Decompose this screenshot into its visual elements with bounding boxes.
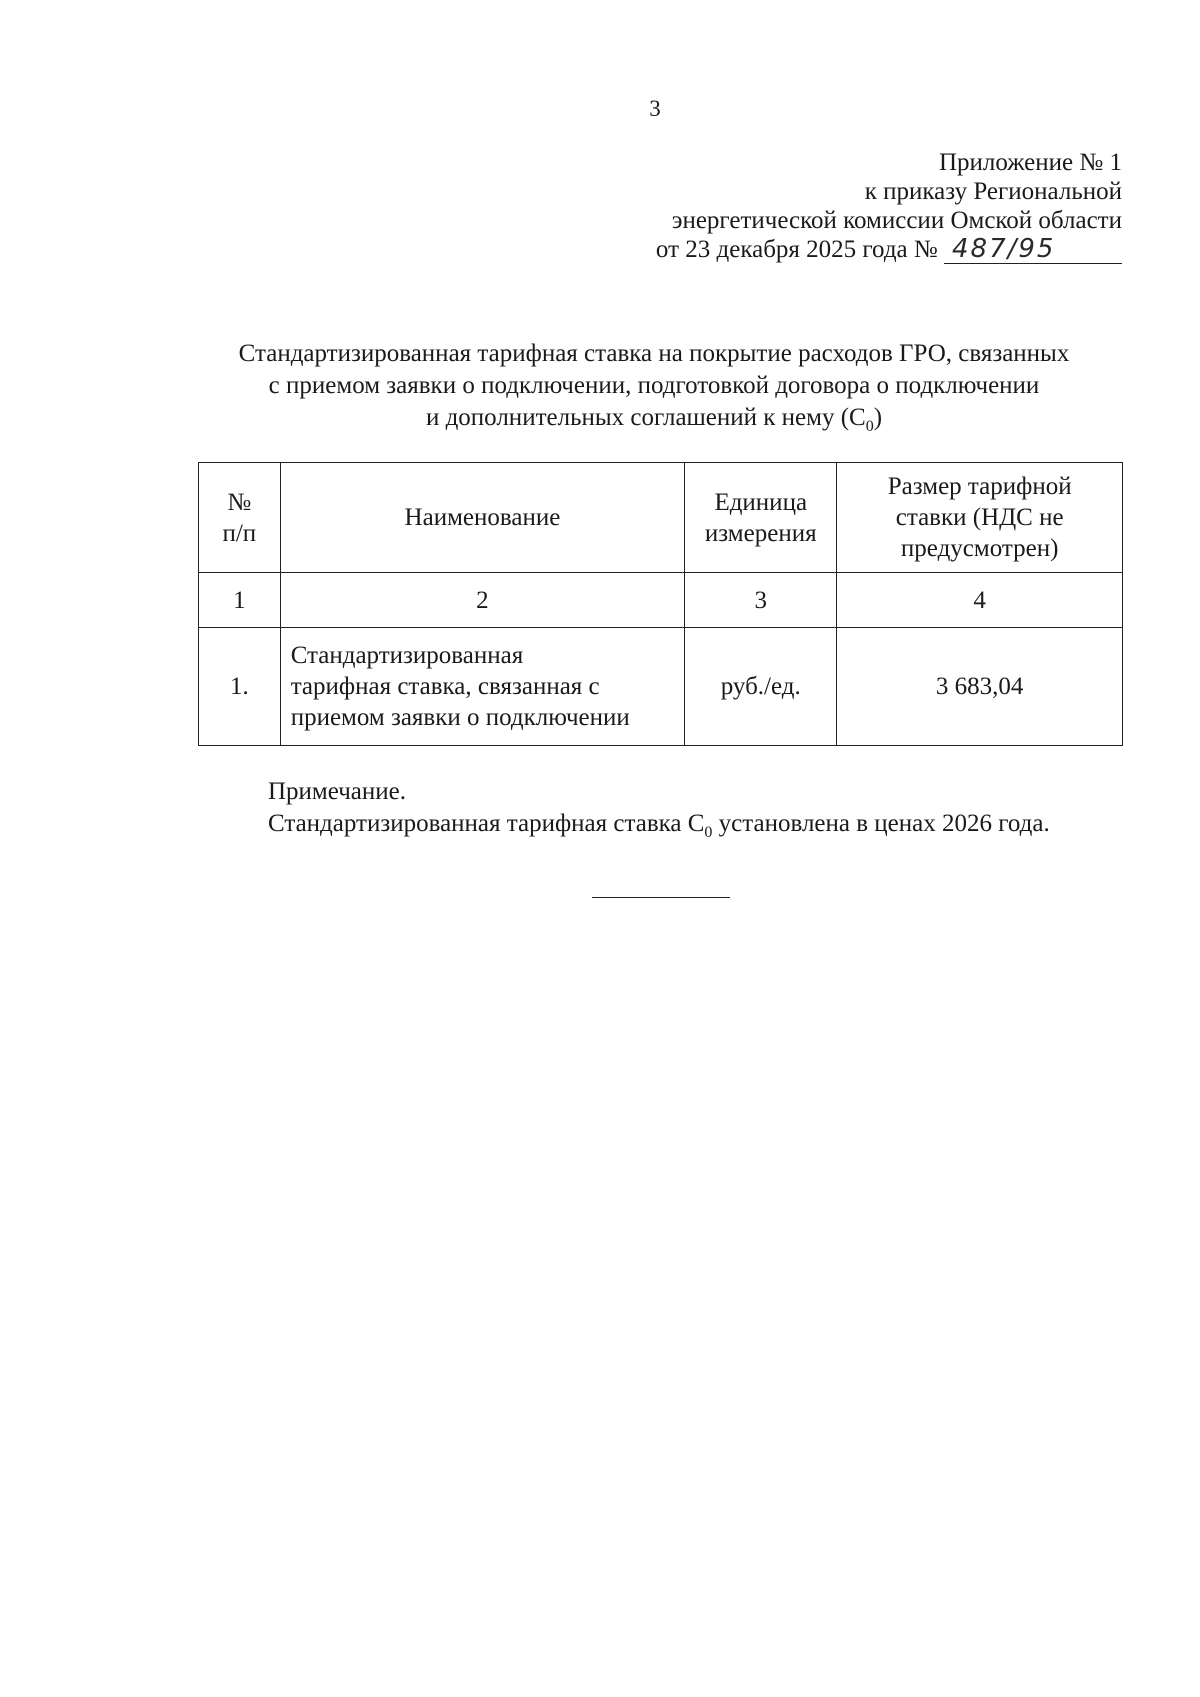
note-text — [268, 808, 1050, 849]
end-divider — [592, 897, 730, 898]
appendix-commission: энергетической комиссии Омской области — [671, 207, 1122, 234]
header-num-line2: п/п — [222, 519, 257, 547]
appendix-date-line — [656, 235, 1122, 264]
index-cell: 3 — [685, 573, 837, 628]
note-subscript: 0 — [704, 824, 713, 841]
header-rate — [837, 463, 1123, 573]
title-subscript: 0 — [865, 418, 874, 435]
table-header-row — [199, 463, 1123, 573]
row-name — [280, 628, 684, 746]
note — [268, 776, 1050, 849]
handwritten-order-number: 487/95 — [944, 236, 1122, 264]
header-rate-line2: ставки (НДС не — [895, 504, 1064, 531]
tariff-table — [198, 462, 1123, 746]
note-text-main: Стандартизированная тарифная ставка С — [268, 810, 705, 837]
title-line-2: с приемом заявки о подключении, подготовкой договора о подключении — [268, 372, 1040, 399]
row-num: 1. — [199, 628, 281, 746]
appendix-date: от 23 декабря 2025 года № — [655, 236, 938, 263]
table-row — [199, 628, 1123, 746]
table-index-row — [199, 573, 1123, 628]
header-unit — [685, 463, 837, 573]
index-cell: 1 — [199, 573, 281, 628]
header-rate-line3: предусмотрен) — [900, 535, 1059, 562]
note-text-end: установлена в ценах 2026 года. — [712, 810, 1050, 837]
title-line-3-close: ) — [873, 404, 883, 431]
header-unit-line2: измерения — [704, 519, 817, 547]
appendix-order-ref: к приказу Региональной — [864, 178, 1122, 205]
page-number: 3 — [649, 96, 661, 121]
header-num-line1: № — [227, 488, 252, 516]
title-line-3 — [150, 402, 1158, 443]
appendix-title: Приложение № 1 — [938, 149, 1122, 176]
note-label: Примечание. — [268, 778, 407, 805]
header-num — [199, 463, 281, 573]
row-name-line2: тарифная ставка, связанная с — [290, 673, 600, 700]
appendix-header — [656, 148, 1122, 264]
title-line-1: Стандартизированная тарифная ставка на покрытие расходов ГРО, связанных — [238, 340, 1070, 367]
header-unit-line1: Единица — [714, 488, 808, 516]
header-rate-line1: Размер тарифной — [887, 473, 1072, 500]
row-rate: 3 683,04 — [837, 628, 1123, 746]
row-unit: руб./ед. — [685, 628, 837, 746]
index-cell: 2 — [280, 573, 684, 628]
index-cell: 4 — [837, 573, 1123, 628]
row-name-line1: Стандартизированная — [290, 642, 524, 669]
header-name: Наименование — [280, 463, 684, 573]
row-name-line3: приемом заявки о подключении — [290, 704, 630, 731]
document-title — [150, 338, 1158, 443]
title-line-3-text: и дополнительных соглашений к нему (С — [425, 404, 866, 431]
